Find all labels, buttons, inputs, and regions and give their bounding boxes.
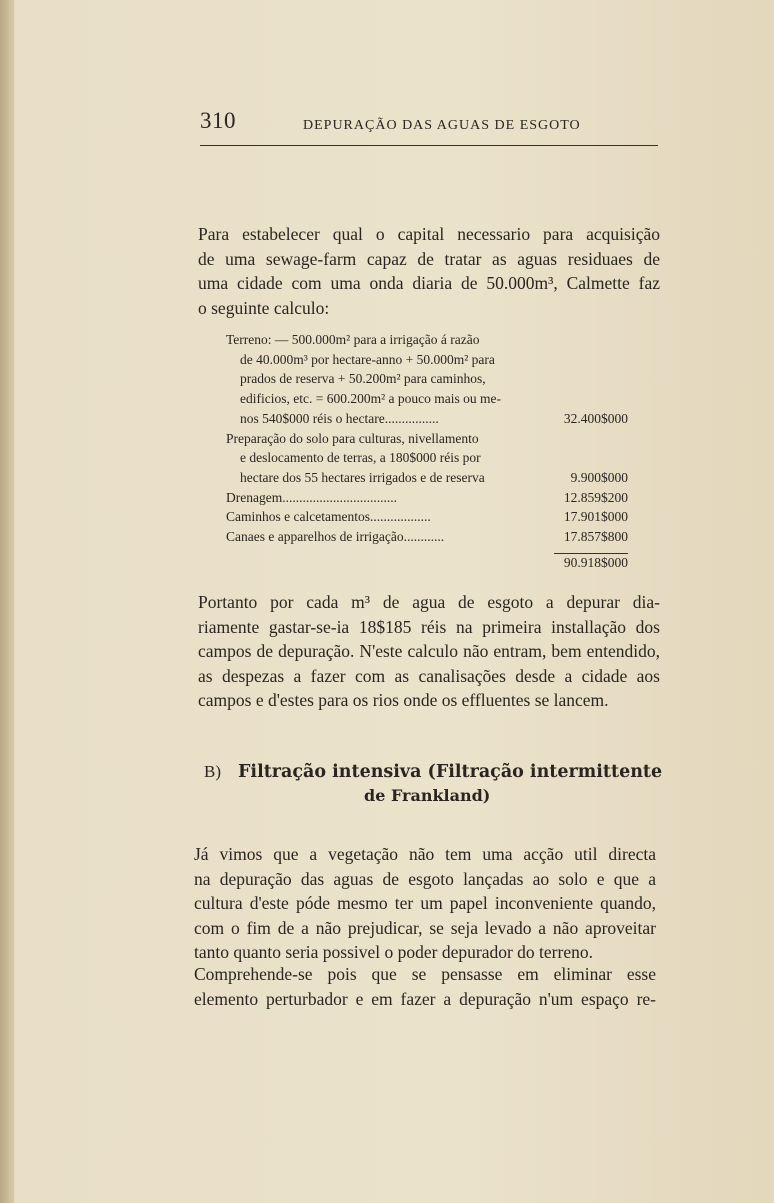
cost-description: Terreno: — 500.000m² para a irrigação á razão [226, 332, 480, 347]
cost-description: edificios, etc. = 600.200m² a pouco mais ou me- [240, 391, 501, 407]
page-number: 310 [200, 108, 236, 133]
text-line: uma cidade com uma onda diaria de 50.000m³, Calmette faz [198, 273, 660, 293]
body-paragraph-1 [194, 842, 656, 965]
text-line: elemento perturbador e em fazer a depuração n'um espaço re- [194, 988, 656, 1009]
cost-description: Preparação do solo para culturas, nivellamento [226, 430, 479, 446]
page-header [200, 108, 660, 142]
total-rule [554, 553, 628, 554]
text-line: com o fim de a não prejudicar, se seja levado a não aproveitar [194, 917, 656, 938]
cost-description: Caminhos e calcetamentos.................. [226, 509, 431, 525]
cost-total: 90.918$000 [563, 555, 628, 570]
text-line: campos de depuração. N'este calculo não entram, bem entendido, [198, 641, 660, 661]
cost-description: nos 540$000 réis o hectare................ [240, 410, 439, 426]
intro-paragraph [198, 222, 660, 320]
text-line: o seguinte calculo: [198, 297, 330, 318]
cost-row [226, 507, 630, 527]
section-title-line: de Frankland) [364, 786, 491, 805]
cost-amount: 17.901$000 [563, 509, 628, 525]
text-line: campos e d'estes para os rios onde os effluentes se lancem. [198, 690, 609, 710]
text-line: Portanto por cada m³ de agua de esgoto a depurar dia- [198, 592, 660, 612]
body-paragraph-2 [194, 962, 656, 1011]
text-line: Comprehende-se pois que se pensasse em eliminar esse [194, 964, 656, 984]
header-rule [200, 145, 658, 146]
cost-row [226, 429, 630, 488]
cost-description: prados de reserva + 50.200m² para caminhos, [240, 371, 486, 387]
text-line: cultura d'este póde mesmo ter um papel inconveniente quando, [194, 893, 656, 913]
text-line: Para estabelecer qual o capital necessario para acquisição [198, 224, 660, 244]
cost-row [226, 488, 630, 508]
cost-row [226, 330, 630, 429]
cost-amount: 12.859$200 [563, 489, 628, 505]
text-line: as despezas a fazer com as canalisações desde a cidade aos [198, 665, 660, 686]
cost-description: e deslocamento de terras, a 180$000 réis por [240, 450, 481, 466]
cost-amount: 32.400$000 [563, 410, 628, 426]
cost-description: de 40.000m³ por hectare-anno + 50.000m² para [240, 351, 495, 367]
running-title: DEPURAÇÃO DAS AGUAS DE ESGOTO [303, 118, 581, 133]
text-line: riamente gastar-se-ia 18$185 réis na primeira installação dos [198, 616, 660, 637]
cost-description: Drenagem.................................. [226, 489, 397, 505]
page-edge [0, 0, 14, 1203]
cost-description: hectare dos 55 hectares irrigados e de reserva [240, 469, 485, 485]
section-letter: B) [204, 762, 221, 781]
cost-amount: 9.900$000 [570, 469, 628, 485]
text-line: na depuração das aguas de esgoto lançadas ao solo e que a [194, 868, 656, 889]
text-line: de uma sewage-farm capaz de tratar as aguas residuaes de [198, 248, 660, 269]
cost-row [226, 527, 630, 547]
cost-table [226, 330, 630, 547]
cost-description: Canaes e apparelhos de irrigação............ [226, 529, 445, 545]
section-title-line: Filtração intensiva (Filtração intermittente [238, 762, 663, 782]
text-line: Já vimos que a vegetação não tem uma acção util directa [194, 844, 656, 864]
text-line: tanto quanto seria possivel o poder depurador do terreno. [194, 942, 593, 962]
cost-amount: 17.857$800 [563, 529, 628, 545]
conclusion-paragraph [198, 590, 660, 713]
